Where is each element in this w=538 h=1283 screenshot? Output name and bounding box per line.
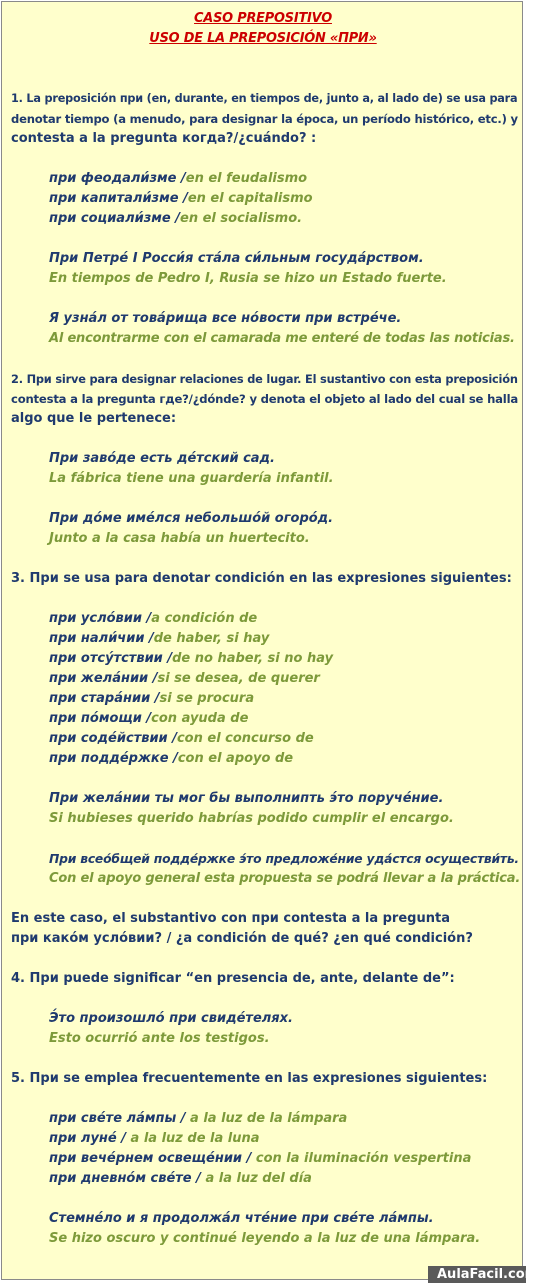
pair-separator: / [242,1151,256,1166]
pair-russian: при усло́вии [49,611,142,626]
section1-text-3: contesta a la pregunta когда?/¿cuándo? : [11,131,317,146]
example-russian: При жела́нии ты мог бы выполнипть э́то поруче́ние. [49,791,444,806]
example-russian: При до́ме име́лся небольшо́й огоро́д. [49,511,334,526]
section1-pair [49,189,313,209]
pair-russian: при стара́нии [49,691,151,706]
pair-spanish: a la luz del día [205,1171,312,1186]
section3-pair [49,709,248,729]
title-line-1: CASO PREPOSITIVO [194,11,332,26]
example-russian: Э́то произошло́ при свиде́телях. [49,1011,293,1026]
section3-text: 3. При se usa para denotar condición en las expresiones siguientes: [11,571,512,586]
brand-label[interactable]: AulaFacil.com [437,1267,538,1282]
section3-pair [49,609,257,629]
example-russian: Стемне́ло и я продолжа́л чте́ние при све́те ла́мпы. [49,1211,434,1226]
example-spanish: Junto a la casa había un huertecito. [49,531,310,546]
section3-pair [49,689,254,709]
pair-russian: при соде́йствии [49,731,168,746]
pair-russian: при социали́зме [49,211,171,226]
footer-logo[interactable] [428,1266,538,1283]
pair-spanish: con el apoyo de [177,751,294,766]
content-panel [1,1,523,1280]
section3-pair [49,649,333,669]
pair-separator: / [162,651,173,666]
pair-spanish: de haber, si hay [153,631,270,646]
pair-spanish: si se desea, de querer [157,671,320,686]
pair-separator: / [170,211,180,226]
example-russian: Я узна́л от това́рища все но́вости при встре́че. [49,311,402,326]
pair-separator: / [142,611,152,626]
pair-russian: при све́те ла́мпы [49,1111,177,1126]
example-russian: При всео́бщей подде́ржке э́то предложе́ние уда́стся осуществи́ть. [49,852,519,866]
pair-russian: при феодали́зме [49,171,177,186]
pair-spanish: a condición de [151,611,258,626]
pair-russian: при дневно́м све́те [49,1171,192,1186]
pair-separator: / [178,191,188,206]
section5-text: 5. При se emplea frecuentemente en las expresiones siguientes: [11,1071,488,1086]
pair-spanish: con ayuda de [151,711,249,726]
section5-pair [49,1169,312,1189]
pair-spanish: con la iluminación vespertina [255,1151,472,1166]
section5-pair [49,1149,471,1169]
pair-spanish: en el feudalismo [185,171,308,186]
example-spanish: Con el apoyo general esta propuesta se podrá llevar a la práctica. [49,871,521,886]
pair-separator: / [167,731,177,746]
section2-text-3: algo que le pertenece: [11,411,177,426]
pair-russian: при вече́рнем освеще́нии [49,1151,243,1166]
pair-separator: / [168,751,178,766]
pair-russian: при луне́ [49,1131,117,1146]
section2-text-2: contesta a la pregunta где?/¿dónde? y denota el objeto al lado del cual se halla [11,392,519,406]
example-spanish: En tiempos de Pedro I, Rusia se hizo un Estado fuerte. [49,271,447,286]
section3-pair [49,729,314,749]
pair-spanish: de no haber, si no hay [172,651,334,666]
pair-spanish: a la luz de la luna [130,1131,260,1146]
section2-text-1: 2. При sirve para designar relaciones de lugar. El sustantivo con esta preposición [11,372,518,386]
pair-russian: при отсу́тствии [49,651,163,666]
pair-separator: / [191,1171,206,1186]
section1-pair [49,209,302,229]
example-spanish: Esto ocurrió ante los testigos. [49,1031,270,1046]
pair-spanish: con el concurso de [176,731,314,746]
section3-pair [49,749,293,769]
pair-russian: при по́мощи [49,711,142,726]
section3-pair [49,629,269,649]
section1-text-1: 1. La preposición при (en, durante, en tiempos de, junto a, al lado de) se usa para [11,92,518,105]
section4-text: 4. При puede significar “en presencia de, ante, delante de”: [11,971,455,986]
pair-russian: при нали́чии [49,631,145,646]
pair-russian: при капитали́зме [49,191,179,206]
pair-spanish: si se procura [159,691,255,706]
pair-separator: / [176,171,186,186]
pair-russian: при жела́нии [49,671,149,686]
pair-spanish: a la luz de la lámpara [190,1111,348,1126]
example-spanish: La fábrica tiene una guardería infantil. [49,471,334,486]
pair-separator: / [148,671,158,686]
pair-separator: / [116,1131,131,1146]
pair-spanish: en el socialismo. [180,211,303,226]
section5-pair [49,1129,260,1149]
pair-russian: при подде́ржке [49,751,169,766]
section3-note-1: En este caso, el substantivo con при contesta a la pregunta [11,911,450,926]
pair-separator: / [150,691,160,706]
example-russian: При Петре́ I Росси́я ста́ла си́льным госуда́рством. [49,251,424,266]
example-russian: При заво́де есть де́тский сад. [49,451,275,466]
section5-pair [49,1109,347,1129]
pair-spanish: en el capitalismo [187,191,313,206]
pair-separator: / [144,631,154,646]
section1-text-2: denotar tiempo (a menudo, para designar la época, un período histórico, etc.) y [11,112,518,126]
section3-note-2: при како́м усло́вии? / ¿a condición de qué? ¿en qué condición? [11,931,473,946]
example-spanish: Al encontrarme con el camarada me enteré de todas las noticias. [49,331,515,346]
section1-pair [49,169,307,189]
pair-separator: / [141,711,152,726]
title-line-2: USO DE LA PREPOSICIÓN «ПРИ» [149,31,377,46]
pair-separator: / [176,1111,191,1126]
section3-pair [49,669,320,689]
example-spanish: Si hubieses querido habrías podido cumplir el encargo. [49,811,454,826]
example-spanish: Se hizo oscuro y continué leyendo a la luz de una lámpara. [49,1231,481,1246]
